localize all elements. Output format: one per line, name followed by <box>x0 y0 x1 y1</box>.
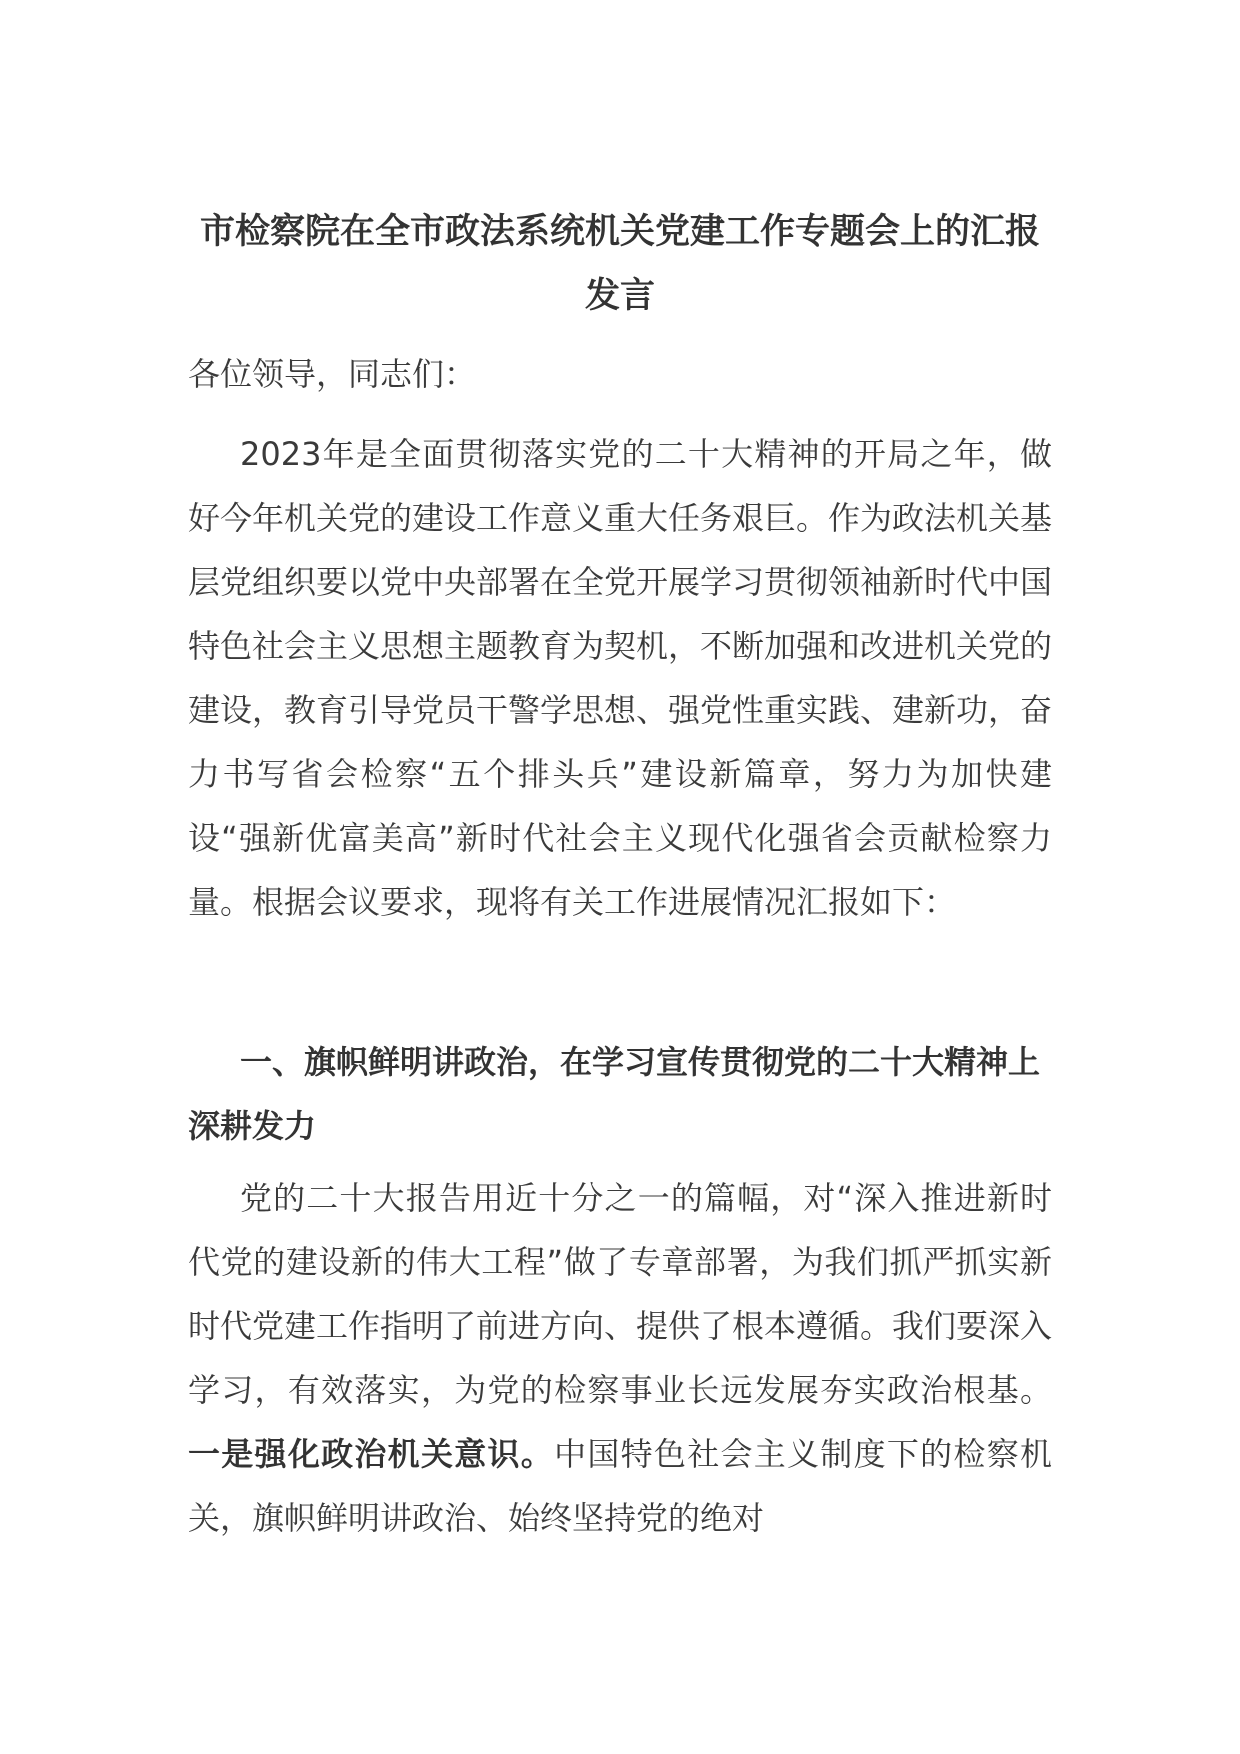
paragraph-section-1-text-a: 党的二十大报告用近十分之一的篇幅，对“深入推进新时代党的建设新的伟大工程”做了专章部署，为我们抓严抓实新时代党建工作指明了前进方向、提供了根本遵循。我们要深入学习，有效落实，为党的检察事业长远发展夯实政治根基。 <box>188 1179 1053 1409</box>
paragraph-section-1 <box>188 1166 1052 1550</box>
paragraph-section-1-text-b: 中国特色社会主义制度下的检察机关，旗帜鲜明讲政治、始终坚持党的绝对 <box>188 1435 1052 1537</box>
paragraph-intro: 2023年是全面贯彻落实党的二十大精神的开局之年，做好今年机关党的建设工作意义重大任务艰巨。作为政法机关基层党组织要以党中央部署在全党开展学习贯彻领袖新时代中国特色社会主义思想主题教育为契机，不断加强和改进机关党的建设，教育引导党员干警学思想、强党性重实践、建新功，奋力书写省会检察“五个排头兵”建设新篇章，努力为加快建设“强新优富美高”新时代社会主义现代化强省会贡献检察力量。根据会议要求，现将有关工作进展情况汇报如下： <box>188 435 1053 921</box>
salutation: 各位领导，同志们： <box>188 355 477 393</box>
paragraph-section-1-bold-point: 一是强化政治机关意识。 <box>188 1435 555 1473</box>
section-heading-1: 一、旗帜鲜明讲政治，在学习宣传贯彻党的二十大精神上深耕发力 <box>188 1043 1041 1145</box>
document-title: 市检察院在全市政法系统机关党建工作专题会上的汇报发言 <box>199 212 1040 316</box>
